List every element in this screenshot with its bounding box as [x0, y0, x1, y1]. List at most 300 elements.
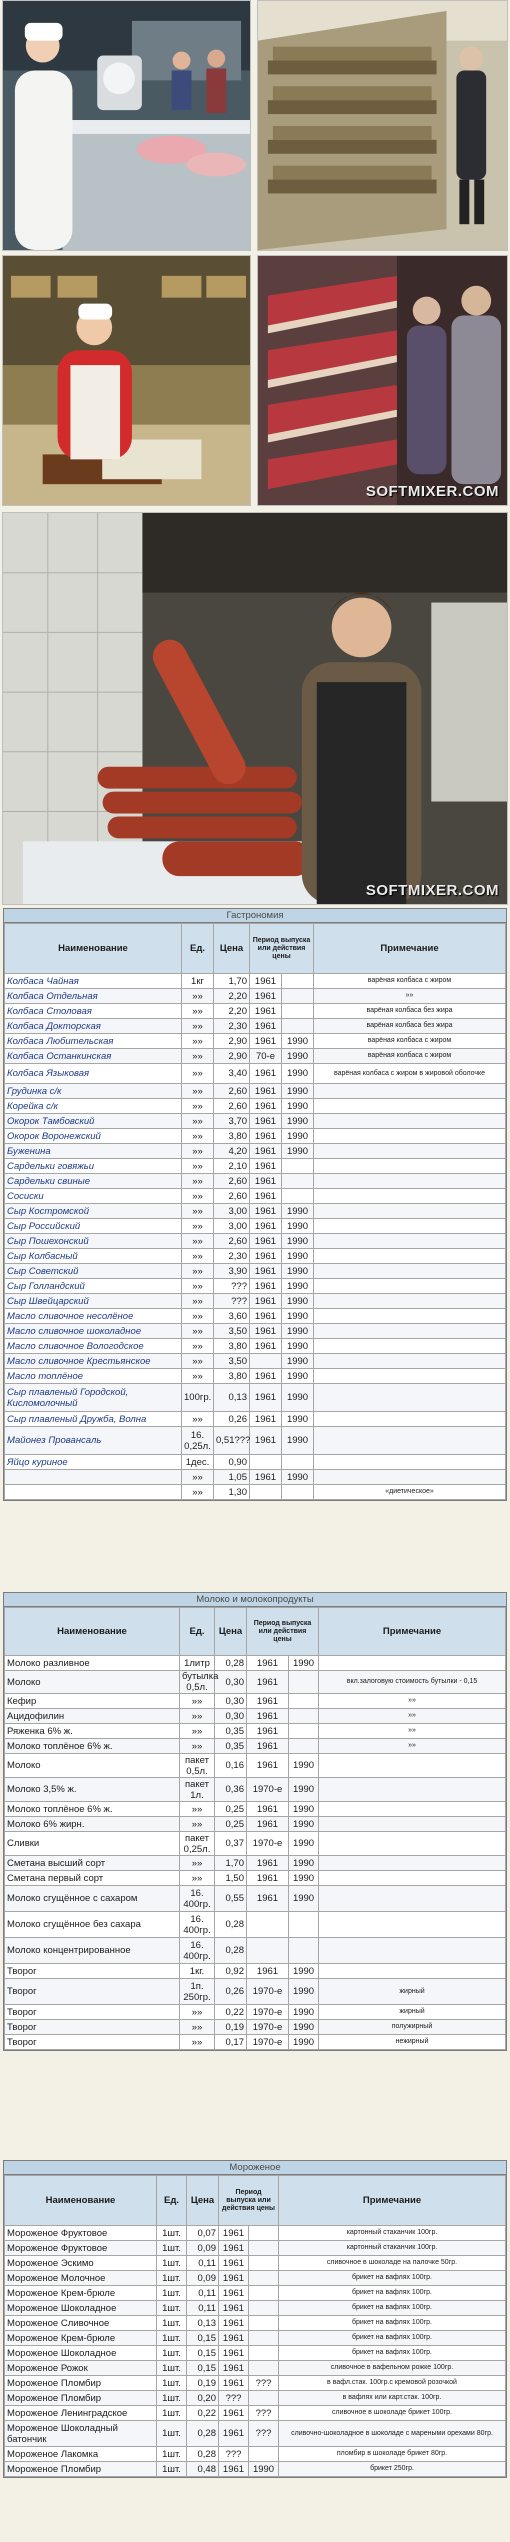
unit: »» [182, 1019, 214, 1034]
period-start: 1961 [250, 1412, 282, 1427]
unit: »» [182, 1204, 214, 1219]
unit: »» [182, 1189, 214, 1204]
period-start: 1961 [219, 2256, 249, 2271]
price: 0,15 [187, 2331, 219, 2346]
price: 0,51??? [214, 1427, 250, 1455]
period-start: 1961 [247, 1656, 289, 1671]
period-end [289, 1671, 319, 1694]
item-name: Мороженое Рожок [5, 2361, 157, 2376]
item-name: Молоко сгущённое без сахара [5, 1912, 180, 1938]
item-name: Молоко сгущённое с сахаром [5, 1886, 180, 1912]
table-row [5, 2421, 506, 2447]
table-row [5, 1964, 506, 1979]
period-start: 1961 [250, 1384, 282, 1412]
item-name: Колбаса Докторская [5, 1019, 182, 1034]
price: 0,11 [187, 2286, 219, 2301]
period-start: 1961 [247, 1754, 289, 1778]
note [319, 1754, 506, 1778]
item-name: Сосиски [5, 1189, 182, 1204]
item-name: Корейка с/к [5, 1099, 182, 1114]
column-header: Ед. [180, 1608, 215, 1656]
item-name: Сыр Костромской [5, 1204, 182, 1219]
unit: 1п. 250гр. [180, 1979, 215, 2005]
item-name: Мороженое Шоколадный батончик [5, 2421, 157, 2447]
table-row [5, 2301, 506, 2316]
period-start: 1961 [219, 2421, 249, 2447]
unit: »» [182, 1129, 214, 1144]
price: 3,00 [214, 1204, 250, 1219]
item-name: Окорок Воронежский [5, 1129, 182, 1144]
table-row [5, 1189, 506, 1204]
item-name: Мороженое Фруктовое [5, 2226, 157, 2241]
note: брикет на вафлях 100гр. [279, 2286, 506, 2301]
item-name: Сыр Швейцарский [5, 1294, 182, 1309]
photo-salami-stock [2, 512, 508, 905]
unit: бутылка 0,5л. [180, 1671, 215, 1694]
period-end: 1990 [282, 1084, 314, 1099]
table-row [5, 1219, 506, 1234]
item-name: Буженина [5, 1144, 182, 1159]
table-row [5, 1709, 506, 1724]
price: 0,35 [215, 1724, 247, 1739]
period-start: 1961 [250, 974, 282, 989]
period-end: 1990 [282, 1114, 314, 1129]
period-end: 1990 [289, 1754, 319, 1778]
price: 0,15 [187, 2361, 219, 2376]
item-name: Колбаса Отдельная [5, 989, 182, 1004]
unit: 1шт. [157, 2462, 187, 2477]
price: 0,20 [187, 2391, 219, 2406]
item-name: Творог [5, 1964, 180, 1979]
note [314, 1339, 506, 1354]
unit: »» [182, 1004, 214, 1019]
price: 0,28 [215, 1938, 247, 1964]
price: 2,10 [214, 1159, 250, 1174]
item-name: Колбаса Чайная [5, 974, 182, 989]
period-end [249, 2226, 279, 2241]
price: 3,50 [214, 1354, 250, 1369]
period-start [247, 1912, 289, 1938]
unit: »» [182, 1159, 214, 1174]
price: 0,28 [215, 1656, 247, 1671]
column-header: Наименование [5, 2176, 157, 2226]
table-row [5, 1802, 506, 1817]
table-row [5, 1817, 506, 1832]
item-name: Мороженое Ленинградское [5, 2406, 157, 2421]
note [319, 1938, 506, 1964]
price: 0,28 [187, 2421, 219, 2447]
item-name: Колбаса Языковая [5, 1064, 182, 1084]
table-row [5, 1427, 506, 1455]
note: в вафл.стак. 100гр.с кремовой розочкой [279, 2376, 506, 2391]
item-name: Сыр плавленый Городской, Кисломолочный [5, 1384, 182, 1412]
price: 0,37 [215, 1832, 247, 1856]
note [314, 1384, 506, 1412]
table-row [5, 1324, 506, 1339]
price: 1,70 [214, 974, 250, 989]
price: 1,05 [214, 1470, 250, 1485]
price: 3,70 [214, 1114, 250, 1129]
note: варёная колбаса с жиром [314, 1034, 506, 1049]
note: нежирный [319, 2035, 506, 2050]
table-row [5, 2256, 506, 2271]
period-start: 1961 [219, 2226, 249, 2241]
unit: »» [180, 2020, 215, 2035]
note [314, 1264, 506, 1279]
unit: пакет 0,25л. [180, 1832, 215, 1856]
price: 2,60 [214, 1174, 250, 1189]
unit: 1кг. [180, 1964, 215, 1979]
note [319, 1856, 506, 1871]
table-row [5, 2331, 506, 2346]
note: »» [319, 1724, 506, 1739]
note [319, 1817, 506, 1832]
unit: »» [182, 1144, 214, 1159]
photo-canned-shelves [257, 0, 508, 251]
period-start: 1961 [219, 2286, 249, 2301]
note [314, 1174, 506, 1189]
price: 0,30 [215, 1709, 247, 1724]
price: 3,80 [214, 1339, 250, 1354]
item-name: Сыр Советский [5, 1264, 182, 1279]
note: »» [319, 1694, 506, 1709]
period-start: 1961 [250, 1294, 282, 1309]
table-row [5, 2406, 506, 2421]
period-start: 1961 [247, 1856, 289, 1871]
item-name: Колбаса Любительская [5, 1034, 182, 1049]
column-header: Цена [187, 2176, 219, 2226]
price: 2,30 [214, 1019, 250, 1034]
period-start: 1961 [250, 1427, 282, 1455]
period-end: 1990 [282, 1369, 314, 1384]
note [319, 1802, 506, 1817]
period-start: 1961 [219, 2241, 249, 2256]
note [319, 1832, 506, 1856]
column-header: Цена [215, 1608, 247, 1656]
table-row [5, 1354, 506, 1369]
period-start: 1961 [250, 1219, 282, 1234]
table-row [5, 1049, 506, 1064]
note: жирный [319, 2005, 506, 2020]
table-row [5, 1159, 506, 1174]
period-end: ??? [249, 2421, 279, 2447]
table-row [5, 1144, 506, 1159]
item-name: Мороженое Эскимо [5, 2256, 157, 2271]
item-name: Яйцо куриное [5, 1455, 182, 1470]
period-end [249, 2391, 279, 2406]
period-end [249, 2241, 279, 2256]
price: 0,28 [215, 1912, 247, 1938]
price: 0,13 [214, 1384, 250, 1412]
note [314, 1455, 506, 1470]
price: 0,19 [215, 2020, 247, 2035]
period-end: 1990 [289, 2020, 319, 2035]
note [314, 1144, 506, 1159]
period-end: 1990 [289, 1886, 319, 1912]
period-end [282, 1019, 314, 1034]
period-end: 1990 [282, 1219, 314, 1234]
period-end: 1990 [282, 1099, 314, 1114]
period-end: 1990 [289, 1817, 319, 1832]
item-name: Мороженое Пломбир [5, 2376, 157, 2391]
period-end: 1990 [289, 1856, 319, 1871]
column-header: Примечание [279, 2176, 506, 2226]
price: 0,26 [214, 1412, 250, 1427]
item-name: Творог [5, 1979, 180, 2005]
price: 0,11 [187, 2301, 219, 2316]
note [314, 1324, 506, 1339]
note: сливочно-шоколадное в шоколаде с мареными орехами 80гр. [279, 2421, 506, 2447]
note [314, 1470, 506, 1485]
note: брикет на вафлях 100гр. [279, 2301, 506, 2316]
item-name: Молоко разливное [5, 1656, 180, 1671]
period-start: 1961 [219, 2406, 249, 2421]
table-row [5, 1084, 506, 1099]
table-row [5, 1279, 506, 1294]
price: 3,60 [214, 1309, 250, 1324]
period-end [282, 1455, 314, 1470]
period-end: 1990 [282, 1412, 314, 1427]
period-start: 1961 [250, 1234, 282, 1249]
price: 3,80 [214, 1129, 250, 1144]
period-start: 1961 [250, 1369, 282, 1384]
note: »» [319, 1709, 506, 1724]
period-start [250, 1455, 282, 1470]
period-start: 1961 [250, 1144, 282, 1159]
table-row [5, 974, 506, 989]
period-end: 1990 [289, 1964, 319, 1979]
item-name: Грудинка с/к [5, 1084, 182, 1099]
period-end: 1990 [282, 1049, 314, 1064]
unit: »» [182, 1234, 214, 1249]
note: полужирный [319, 2020, 506, 2035]
price: 2,20 [214, 989, 250, 1004]
table-row [5, 2005, 506, 2020]
period-end [249, 2447, 279, 2462]
note [314, 1369, 506, 1384]
note [314, 1309, 506, 1324]
period-end: 1990 [282, 1264, 314, 1279]
period-start: 1961 [250, 1004, 282, 1019]
period-start: 1961 [219, 2361, 249, 2376]
unit: 1шт. [157, 2376, 187, 2391]
price: 0,16 [215, 1754, 247, 1778]
price: 0,30 [215, 1671, 247, 1694]
table-row [5, 2286, 506, 2301]
note [314, 1129, 506, 1144]
note [314, 1279, 506, 1294]
period-start: 1961 [247, 1964, 289, 1979]
period-start: 1961 [250, 1099, 282, 1114]
unit: »» [180, 1709, 215, 1724]
note [314, 1099, 506, 1114]
price: 0,15 [187, 2346, 219, 2361]
item-name: Творог [5, 2005, 180, 2020]
item-name: Мороженое Лакомка [5, 2447, 157, 2462]
item-name: Ряженка 6% ж. [5, 1724, 180, 1739]
column-header: Цена [214, 924, 250, 974]
unit: »» [182, 1114, 214, 1129]
price: 2,60 [214, 1099, 250, 1114]
table-row [5, 2226, 506, 2241]
unit: 16. 400гр. [180, 1886, 215, 1912]
price: 0,13 [187, 2316, 219, 2331]
table-row [5, 1204, 506, 1219]
period-start: 1970-е [247, 2005, 289, 2020]
section-title: Молоко и молокопродукты [4, 1593, 506, 1607]
unit: 16. 400гр. [180, 1912, 215, 1938]
note: сливочное в вафельном рожке 100гр. [279, 2361, 506, 2376]
table-row [5, 1886, 506, 1912]
period-end: 1990 [282, 1279, 314, 1294]
period-start: 1970-е [247, 1778, 289, 1802]
price: 0,28 [187, 2447, 219, 2462]
period-start: 1961 [250, 1159, 282, 1174]
period-start [250, 1485, 282, 1500]
item-name: Сыр Российский [5, 1219, 182, 1234]
period-start: 1970-е [247, 1832, 289, 1856]
item-name: Мороженое Крем-брюле [5, 2331, 157, 2346]
period-start: 1961 [250, 1264, 282, 1279]
table-row [5, 1309, 506, 1324]
period-end [249, 2256, 279, 2271]
period-start: 1961 [250, 1339, 282, 1354]
period-start: ??? [219, 2447, 249, 2462]
ice-cream-table [3, 2160, 507, 2478]
item-name [5, 1485, 182, 1500]
unit: »» [180, 1694, 215, 1709]
item-name: Мороженое Фруктовое [5, 2241, 157, 2256]
unit: 1шт. [157, 2361, 187, 2376]
period-end: 1990 [282, 1309, 314, 1324]
period-end: 1990 [282, 1470, 314, 1485]
period-end [282, 1189, 314, 1204]
table-row [5, 1694, 506, 1709]
period-start: 1961 [247, 1671, 289, 1694]
unit: »» [180, 2005, 215, 2020]
period-start: 1961 [219, 2316, 249, 2331]
period-start: 1961 [250, 1084, 282, 1099]
item-name: Масло сливочное Вологодское [5, 1339, 182, 1354]
item-name: Окорок Тамбовский [5, 1114, 182, 1129]
note [319, 1778, 506, 1802]
period-start [250, 1354, 282, 1369]
period-start: 1961 [250, 1309, 282, 1324]
table-row [5, 2035, 506, 2050]
price: 0,22 [215, 2005, 247, 2020]
price: 0,09 [187, 2241, 219, 2256]
table-row [5, 1129, 506, 1144]
unit: 1шт. [157, 2286, 187, 2301]
unit: »» [180, 1724, 215, 1739]
period-end: 1990 [282, 1354, 314, 1369]
photo-deli-counter [2, 0, 251, 251]
photo-counter-saleswoman [2, 255, 251, 506]
period-start: 1961 [250, 1114, 282, 1129]
unit: »» [182, 1099, 214, 1114]
item-name: Ацидофилин [5, 1709, 180, 1724]
price: 2,60 [214, 1234, 250, 1249]
price: 0,09 [187, 2271, 219, 2286]
period-end [289, 1739, 319, 1754]
unit: 1литр [180, 1656, 215, 1671]
item-name: Творог [5, 2035, 180, 2050]
column-header: Период выпуска или действия цены [247, 1608, 319, 1656]
period-start: 1961 [250, 1064, 282, 1084]
note [319, 1871, 506, 1886]
note: варёная колбаса без жира [314, 1019, 506, 1034]
unit: »» [182, 1412, 214, 1427]
note: картонный стаканчик 100гр. [279, 2226, 506, 2241]
item-name: Мороженое Шоколадное [5, 2301, 157, 2316]
period-end [282, 974, 314, 989]
period-start: 1961 [250, 1129, 282, 1144]
column-header: Период выпуска или действия цены [219, 2176, 279, 2226]
note: сливочное в шоколаде на палочке 50гр. [279, 2256, 506, 2271]
note: варёная колбаса с жиром в жировой оболочке [314, 1064, 506, 1084]
price: 0,19 [187, 2376, 219, 2391]
price: 3,90 [214, 1264, 250, 1279]
period-start: 1961 [247, 1817, 289, 1832]
item-name: Кефир [5, 1694, 180, 1709]
price: 3,00 [214, 1219, 250, 1234]
period-end [249, 2331, 279, 2346]
table-row [5, 1369, 506, 1384]
period-start: 1961 [250, 1204, 282, 1219]
period-end: ??? [249, 2406, 279, 2421]
unit: »» [182, 1264, 214, 1279]
unit: »» [180, 1856, 215, 1871]
unit: 1шт. [157, 2331, 187, 2346]
period-end: 1990 [282, 1324, 314, 1339]
price: 0,22 [187, 2406, 219, 2421]
table-row [5, 1034, 506, 1049]
table-row [5, 1856, 506, 1871]
period-start: 1961 [250, 1174, 282, 1189]
price: 3,50 [214, 1324, 250, 1339]
period-start: 1961 [250, 1189, 282, 1204]
period-start: 1961 [247, 1739, 289, 1754]
note: брикет на вафлях 100гр. [279, 2271, 506, 2286]
unit: 100гр. [182, 1384, 214, 1412]
period-start: ??? [219, 2391, 249, 2406]
unit: пакет 0,5л. [180, 1754, 215, 1778]
price: 0,17 [215, 2035, 247, 2050]
unit: »» [182, 1034, 214, 1049]
table-row [5, 1004, 506, 1019]
price: 0,25 [215, 1802, 247, 1817]
unit: »» [182, 989, 214, 1004]
period-start: 1970-е [247, 2035, 289, 2050]
table-row [5, 2316, 506, 2331]
table-body [5, 2226, 506, 2477]
price: ??? [214, 1279, 250, 1294]
period-start: 1961 [250, 1034, 282, 1049]
item-name: Мороженое Шоколадное [5, 2346, 157, 2361]
note: вкл.залоговую стоимость бутылки - 0,15 [319, 1671, 506, 1694]
table-row [5, 1671, 506, 1694]
item-name: Сыр Пошехонский [5, 1234, 182, 1249]
period-start: 1961 [250, 1019, 282, 1034]
unit: »» [182, 1049, 214, 1064]
item-name: Мороженое Сливочное [5, 2316, 157, 2331]
dairy-table [3, 1592, 507, 2051]
period-end: 1990 [289, 1979, 319, 2005]
table-row [5, 1099, 506, 1114]
note: брикет на вафлях 100гр. [279, 2346, 506, 2361]
period-end [249, 2286, 279, 2301]
period-end: 1990 [289, 1832, 319, 1856]
